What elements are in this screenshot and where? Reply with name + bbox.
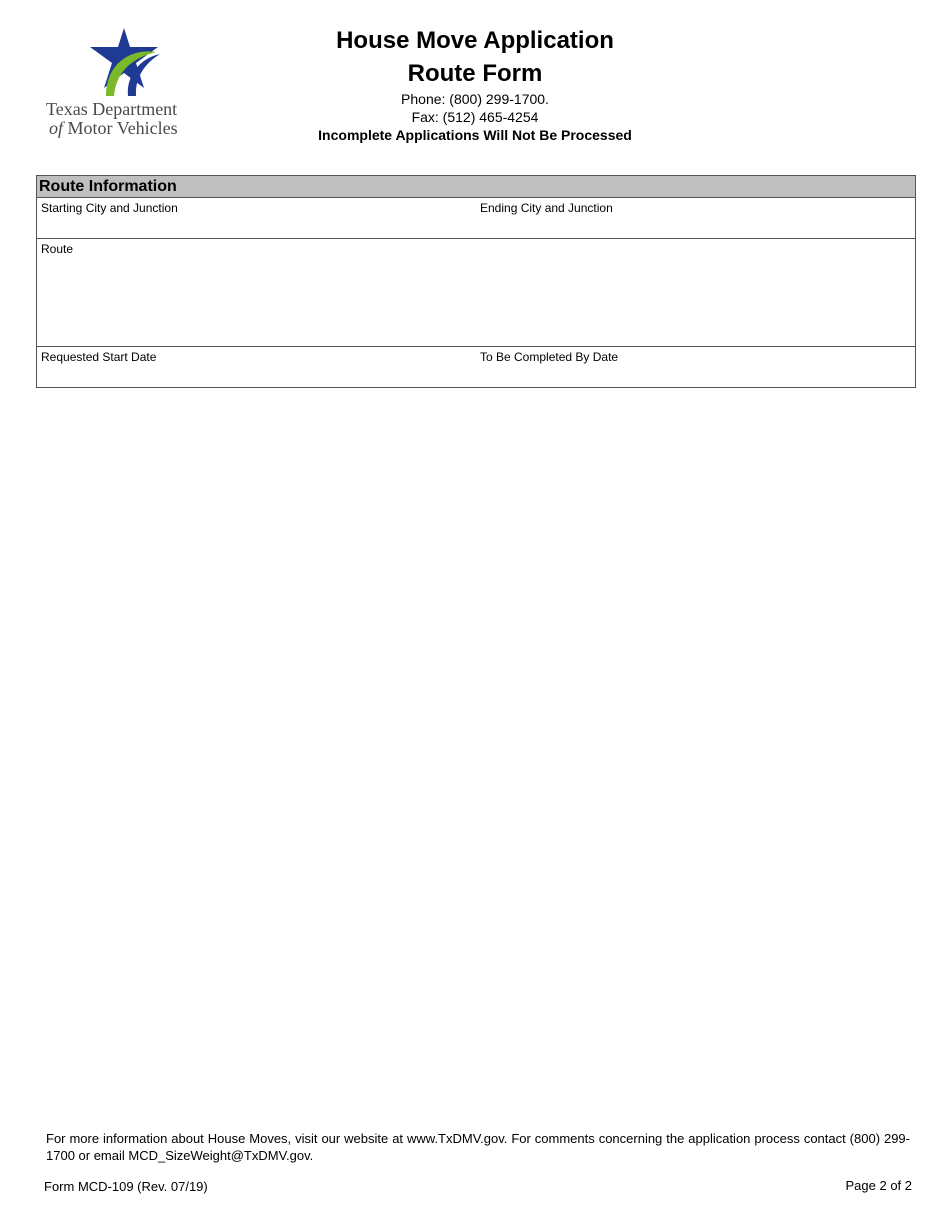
completion-date-label: To Be Completed By Date (480, 350, 619, 364)
row-route (37, 239, 915, 347)
section-header-route-information: Route Information (37, 176, 915, 198)
logo-text-of: of (49, 118, 64, 138)
row-cities (37, 198, 915, 239)
logo-text-line1: Texas Department (46, 99, 178, 119)
starting-city-label: Starting City and Junction (41, 201, 178, 215)
fax-number: Fax: (512) 465-4254 (411, 109, 539, 125)
completion-date-field[interactable] (480, 366, 914, 386)
page-subtitle: Route Form (407, 60, 543, 87)
route-information-form (36, 175, 916, 388)
ending-city-field[interactable] (480, 217, 914, 237)
star-swoosh-logo-icon (44, 26, 204, 102)
start-date-field[interactable] (41, 366, 475, 386)
starting-city-field[interactable] (41, 217, 475, 237)
page-number: Page 2 of 2 (845, 1178, 912, 1193)
route-field[interactable] (41, 258, 913, 346)
page-title: House Move Application (336, 27, 614, 54)
form-header (250, 26, 700, 144)
logo-text-line2 (49, 119, 214, 137)
incomplete-warning: Incomplete Applications Will Not Be Processed (318, 127, 632, 143)
row-dates (37, 347, 915, 387)
txdmv-logo (44, 26, 204, 144)
footer-info-note: For more information about House Moves, visit our website at www.TxDMV.gov. For comments concerning the application process contact (800) 299-1700 or email MCD_SizeWeight@TxDMV.gov. (46, 1131, 910, 1163)
phone-number: Phone: (800) 299-1700. (401, 91, 549, 107)
route-label: Route (41, 242, 74, 256)
logo-text-motor-vehicles: Motor Vehicles (63, 118, 178, 138)
start-date-label: Requested Start Date (41, 350, 157, 364)
form-number: Form MCD-109 (Rev. 07/19) (44, 1179, 208, 1194)
ending-city-label: Ending City and Junction (480, 201, 613, 215)
